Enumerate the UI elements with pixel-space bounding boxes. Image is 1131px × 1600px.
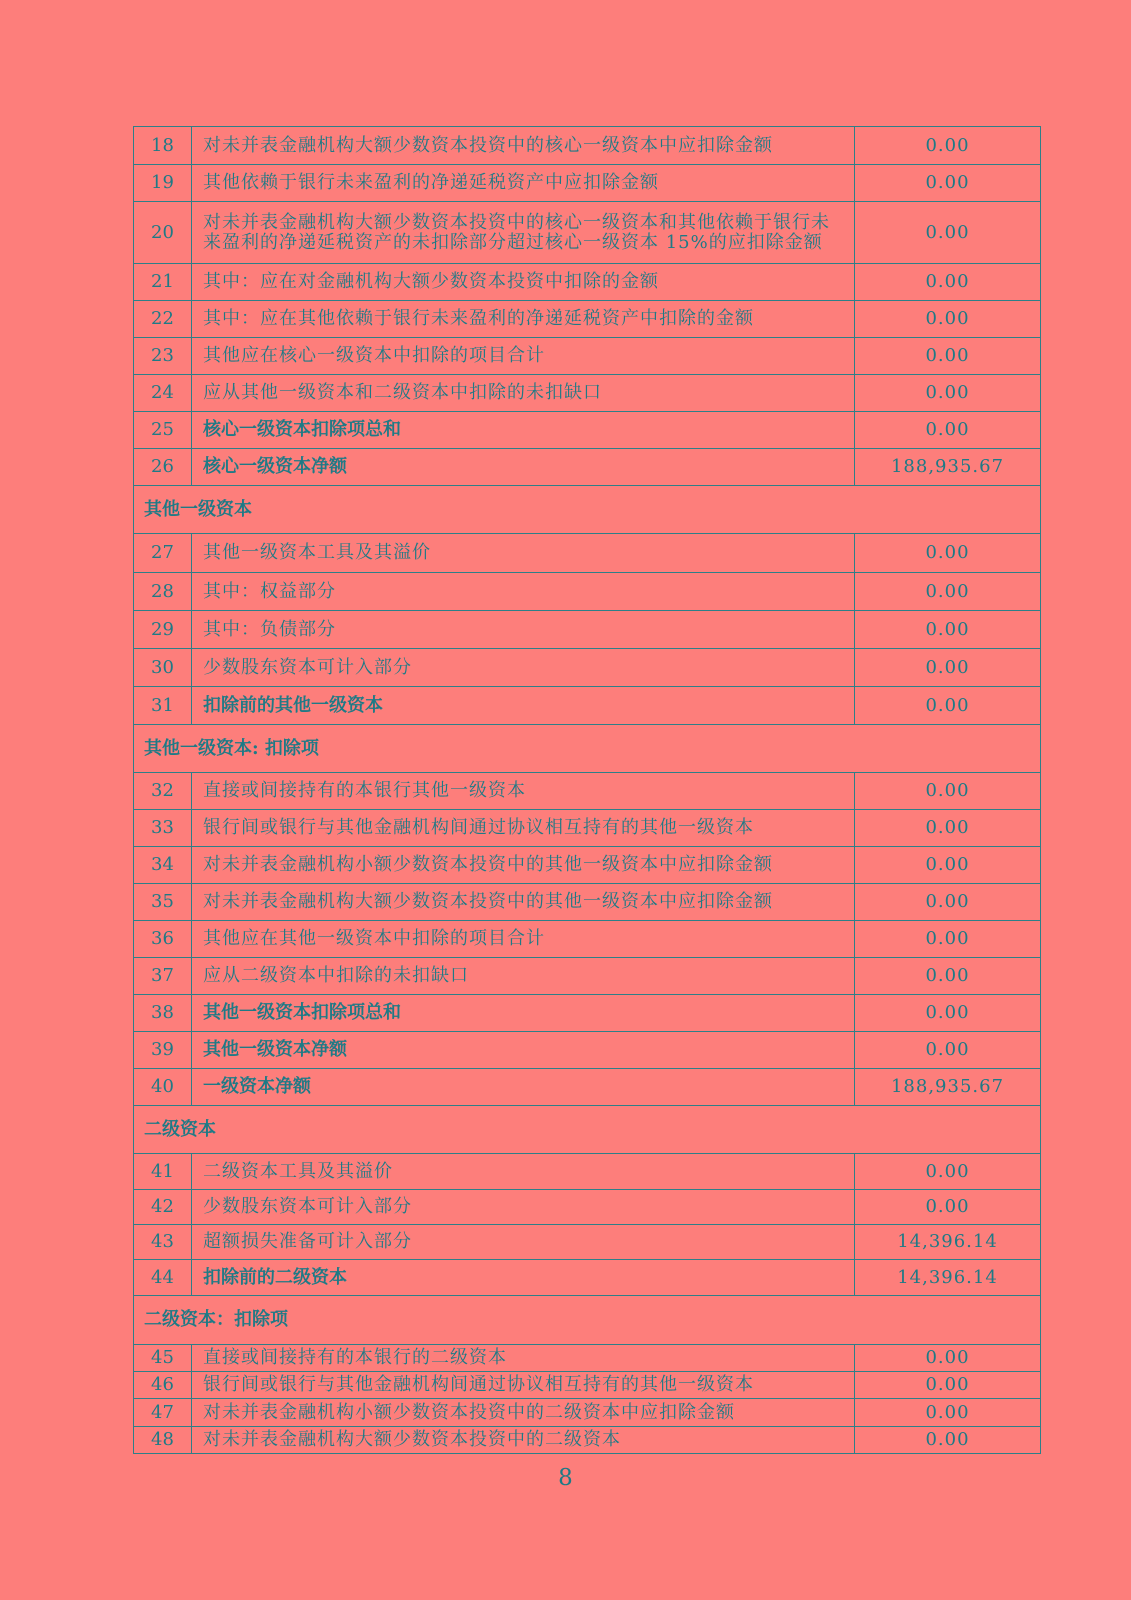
row-label: 扣除前的其他一级资本 bbox=[192, 687, 855, 725]
row-number: 28 bbox=[134, 573, 192, 611]
row-value: 0.00 bbox=[855, 1427, 1041, 1454]
page-number: 8 bbox=[558, 1465, 573, 1491]
row-number: 38 bbox=[134, 995, 192, 1032]
section-title: 二级资本：扣除项 bbox=[134, 1296, 1041, 1345]
table-row bbox=[134, 687, 1041, 725]
row-value: 0.00 bbox=[855, 810, 1041, 847]
row-value: 14,396.14 bbox=[855, 1225, 1041, 1260]
row-label: 对未并表金融机构大额少数资本投资中的二级资本 bbox=[192, 1427, 855, 1454]
row-value: 188,935.67 bbox=[855, 449, 1041, 486]
table-row bbox=[134, 573, 1041, 611]
row-value: 0.00 bbox=[855, 921, 1041, 958]
row-label: 对未并表金融机构大额少数资本投资中的核心一级资本和其他依赖于银行未来盈利的净递延税资产的未扣除部分超过核心一级资本 15%的应扣除金额 bbox=[192, 202, 855, 264]
row-number: 33 bbox=[134, 810, 192, 847]
row-value: 0.00 bbox=[855, 375, 1041, 412]
row-label: 其中：应在其他依赖于银行未来盈利的净递延税资产中扣除的金额 bbox=[192, 301, 855, 338]
row-number: 36 bbox=[134, 921, 192, 958]
row-label: 应从其他一级资本和二级资本中扣除的未扣缺口 bbox=[192, 375, 855, 412]
row-label: 一级资本净额 bbox=[192, 1069, 855, 1106]
row-value: 0.00 bbox=[855, 264, 1041, 301]
row-value: 0.00 bbox=[855, 847, 1041, 884]
row-number: 21 bbox=[134, 264, 192, 301]
table-row bbox=[134, 1372, 1041, 1399]
row-label: 其他一级资本工具及其溢价 bbox=[192, 534, 855, 573]
row-label: 少数股东资本可计入部分 bbox=[192, 649, 855, 687]
row-label: 对未并表金融机构大额少数资本投资中的核心一级资本中应扣除金额 bbox=[192, 127, 855, 165]
table-row bbox=[134, 338, 1041, 375]
row-value: 0.00 bbox=[855, 773, 1041, 810]
row-value: 0.00 bbox=[855, 995, 1041, 1032]
table-row bbox=[134, 1225, 1041, 1260]
table-row bbox=[134, 1399, 1041, 1427]
row-number: 18 bbox=[134, 127, 192, 165]
row-label: 扣除前的二级资本 bbox=[192, 1260, 855, 1296]
row-number: 32 bbox=[134, 773, 192, 810]
row-value: 0.00 bbox=[855, 338, 1041, 375]
table-row bbox=[134, 301, 1041, 338]
row-number: 48 bbox=[134, 1427, 192, 1454]
row-number: 23 bbox=[134, 338, 192, 375]
table-row bbox=[134, 810, 1041, 847]
table-row bbox=[134, 773, 1041, 810]
section-title: 其他一级资本 bbox=[134, 486, 1041, 534]
row-number: 26 bbox=[134, 449, 192, 486]
table-row bbox=[134, 847, 1041, 884]
row-number: 40 bbox=[134, 1069, 192, 1106]
row-number: 46 bbox=[134, 1372, 192, 1399]
table-row bbox=[134, 264, 1041, 301]
row-label: 核心一级资本扣除项总和 bbox=[192, 412, 855, 449]
table-row bbox=[134, 127, 1041, 165]
row-number: 45 bbox=[134, 1345, 192, 1372]
section-header-row bbox=[134, 1106, 1041, 1154]
table-row bbox=[134, 534, 1041, 573]
table-row bbox=[134, 449, 1041, 486]
row-label: 其中：权益部分 bbox=[192, 573, 855, 611]
table-row bbox=[134, 1154, 1041, 1190]
row-number: 44 bbox=[134, 1260, 192, 1296]
row-number: 41 bbox=[134, 1154, 192, 1190]
row-value: 0.00 bbox=[855, 687, 1041, 725]
row-label: 应从二级资本中扣除的未扣缺口 bbox=[192, 958, 855, 995]
row-value: 0.00 bbox=[855, 884, 1041, 921]
table-row bbox=[134, 958, 1041, 995]
table-row bbox=[134, 995, 1041, 1032]
row-label: 直接或间接持有的本银行的二级资本 bbox=[192, 1345, 855, 1372]
row-number: 20 bbox=[134, 202, 192, 264]
table-row bbox=[134, 412, 1041, 449]
row-number: 31 bbox=[134, 687, 192, 725]
table-row bbox=[134, 1427, 1041, 1454]
section-header-row bbox=[134, 486, 1041, 534]
row-label: 对未并表金融机构小额少数资本投资中的其他一级资本中应扣除金额 bbox=[192, 847, 855, 884]
row-label: 其他一级资本净额 bbox=[192, 1032, 855, 1069]
row-label: 其中：负债部分 bbox=[192, 611, 855, 649]
row-label: 其中：应在对金融机构大额少数资本投资中扣除的金额 bbox=[192, 264, 855, 301]
row-label: 其他依赖于银行未来盈利的净递延税资产中应扣除金额 bbox=[192, 165, 855, 202]
table-row bbox=[134, 202, 1041, 264]
row-number: 25 bbox=[134, 412, 192, 449]
row-label: 直接或间接持有的本银行其他一级资本 bbox=[192, 773, 855, 810]
row-number: 19 bbox=[134, 165, 192, 202]
row-number: 43 bbox=[134, 1225, 192, 1260]
table-row bbox=[134, 1032, 1041, 1069]
row-value: 0.00 bbox=[855, 301, 1041, 338]
row-value: 0.00 bbox=[855, 649, 1041, 687]
section-header-row bbox=[134, 1296, 1041, 1345]
row-label: 核心一级资本净额 bbox=[192, 449, 855, 486]
row-number: 27 bbox=[134, 534, 192, 573]
row-label: 银行间或银行与其他金融机构间通过协议相互持有的其他一级资本 bbox=[192, 810, 855, 847]
row-value: 0.00 bbox=[855, 412, 1041, 449]
row-value: 0.00 bbox=[855, 202, 1041, 264]
table-row bbox=[134, 375, 1041, 412]
capital-composition-table bbox=[133, 126, 1041, 1454]
table-row bbox=[134, 884, 1041, 921]
row-value: 0.00 bbox=[855, 573, 1041, 611]
row-number: 39 bbox=[134, 1032, 192, 1069]
row-label: 少数股东资本可计入部分 bbox=[192, 1190, 855, 1225]
row-value: 188,935.67 bbox=[855, 1069, 1041, 1106]
row-number: 42 bbox=[134, 1190, 192, 1225]
row-value: 0.00 bbox=[855, 1345, 1041, 1372]
row-number: 24 bbox=[134, 375, 192, 412]
row-label: 银行间或银行与其他金融机构间通过协议相互持有的其他一级资本 bbox=[192, 1372, 855, 1399]
row-value: 0.00 bbox=[855, 1372, 1041, 1399]
row-label: 对未并表金融机构大额少数资本投资中的其他一级资本中应扣除金额 bbox=[192, 884, 855, 921]
row-number: 29 bbox=[134, 611, 192, 649]
row-label: 其他应在核心一级资本中扣除的项目合计 bbox=[192, 338, 855, 375]
row-label: 其他应在其他一级资本中扣除的项目合计 bbox=[192, 921, 855, 958]
row-label: 二级资本工具及其溢价 bbox=[192, 1154, 855, 1190]
table-body bbox=[134, 127, 1041, 1454]
row-value: 0.00 bbox=[855, 611, 1041, 649]
section-title: 二级资本 bbox=[134, 1106, 1041, 1154]
row-value: 0.00 bbox=[855, 1032, 1041, 1069]
table-row bbox=[134, 649, 1041, 687]
row-number: 30 bbox=[134, 649, 192, 687]
row-number: 47 bbox=[134, 1399, 192, 1427]
table-row bbox=[134, 1345, 1041, 1372]
row-number: 37 bbox=[134, 958, 192, 995]
row-value: 0.00 bbox=[855, 127, 1041, 165]
section-title: 其他一级资本: 扣除项 bbox=[134, 725, 1041, 773]
row-label: 超额损失准备可计入部分 bbox=[192, 1225, 855, 1260]
table-row bbox=[134, 611, 1041, 649]
section-header-row bbox=[134, 725, 1041, 773]
row-value: 0.00 bbox=[855, 1399, 1041, 1427]
row-value: 0.00 bbox=[855, 958, 1041, 995]
table-row bbox=[134, 1069, 1041, 1106]
row-value: 14,396.14 bbox=[855, 1260, 1041, 1296]
row-number: 34 bbox=[134, 847, 192, 884]
table-row bbox=[134, 165, 1041, 202]
row-label: 其他一级资本扣除项总和 bbox=[192, 995, 855, 1032]
table-row bbox=[134, 1190, 1041, 1225]
row-value: 0.00 bbox=[855, 165, 1041, 202]
row-value: 0.00 bbox=[855, 1190, 1041, 1225]
row-value: 0.00 bbox=[855, 534, 1041, 573]
row-number: 35 bbox=[134, 884, 192, 921]
row-number: 22 bbox=[134, 301, 192, 338]
row-value: 0.00 bbox=[855, 1154, 1041, 1190]
row-label: 对未并表金融机构小额少数资本投资中的二级资本中应扣除金额 bbox=[192, 1399, 855, 1427]
table-row bbox=[134, 921, 1041, 958]
table-row bbox=[134, 1260, 1041, 1296]
